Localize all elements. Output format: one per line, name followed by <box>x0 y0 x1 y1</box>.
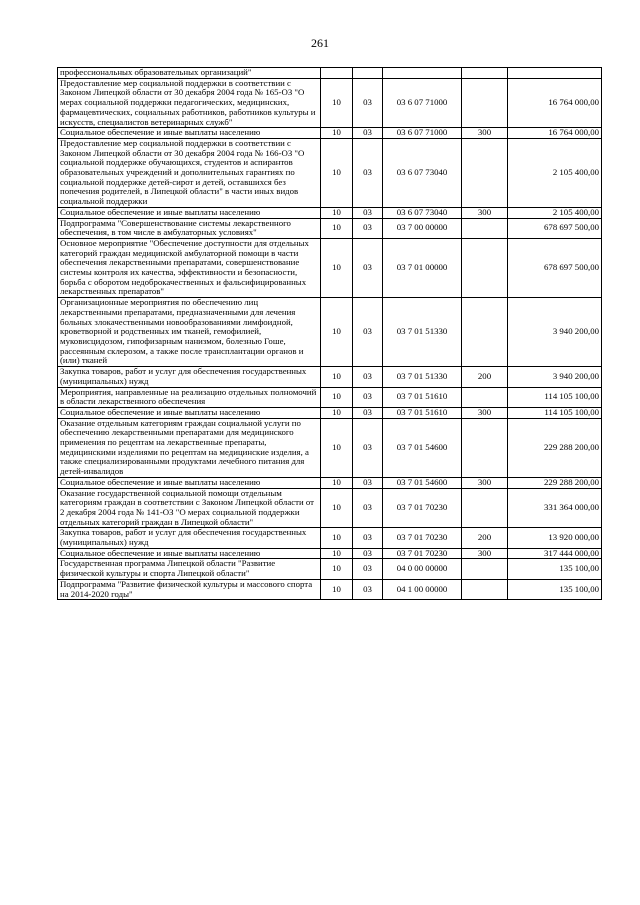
row-code-cell <box>383 68 462 79</box>
row-sum-cell: 114 105 100,00 <box>508 407 602 418</box>
row-name-cell: Оказание государственной социальной помощи отдельным категориям граждан в соответствии с Законом Липецкой области от 2 декабря 2004 года № 141-ОЗ "О мерах социальной поддержки отдельных категорий граждан в Липецкой области" <box>58 488 321 528</box>
row-subsection-cell: 03 <box>353 138 383 207</box>
table-row <box>58 477 602 488</box>
row-code-cell: 03 7 01 54600 <box>383 477 462 488</box>
row-subsection-cell: 03 <box>353 418 383 477</box>
row-sum-cell: 3 940 200,00 <box>508 367 602 387</box>
row-section-cell: 10 <box>321 387 353 407</box>
row-sum-cell: 2 105 400,00 <box>508 207 602 218</box>
table-row <box>58 298 602 367</box>
row-sum-cell: 678 697 500,00 <box>508 218 602 238</box>
row-sum-cell: 317 444 000,00 <box>508 548 602 559</box>
row-sum-cell: 331 364 000,00 <box>508 488 602 528</box>
row-subsection-cell: 03 <box>353 488 383 528</box>
row-section-cell: 10 <box>321 559 353 579</box>
row-section-cell: 10 <box>321 407 353 418</box>
row-type-cell: 200 <box>462 367 508 387</box>
row-section-cell: 10 <box>321 128 353 139</box>
row-subsection-cell: 03 <box>353 548 383 559</box>
row-code-cell: 03 6 07 73040 <box>383 207 462 218</box>
row-type-cell: 300 <box>462 477 508 488</box>
row-section-cell: 10 <box>321 488 353 528</box>
row-section-cell <box>321 68 353 79</box>
row-code-cell: 03 7 01 51330 <box>383 367 462 387</box>
row-subsection-cell: 03 <box>353 579 383 599</box>
row-type-cell: 300 <box>462 407 508 418</box>
row-name-cell: Государственная программа Липецкой области "Развитие физической культуры и спорта Липецкой области" <box>58 559 321 579</box>
row-code-cell: 03 7 01 70230 <box>383 488 462 528</box>
row-section-cell: 10 <box>321 218 353 238</box>
row-name-cell: Подпрограмма "Совершенствование системы лекарственного обеспечения, в том числе в амбулаторных условиях" <box>58 218 321 238</box>
row-sum-cell: 135 100,00 <box>508 559 602 579</box>
row-section-cell: 10 <box>321 138 353 207</box>
row-subsection-cell: 03 <box>353 477 383 488</box>
table-row <box>58 218 602 238</box>
row-name-cell: Социальное обеспечение и иные выплаты населению <box>58 477 321 488</box>
table-row <box>58 367 602 387</box>
row-subsection-cell: 03 <box>353 128 383 139</box>
table-row <box>58 548 602 559</box>
row-sum-cell: 16 764 000,00 <box>508 128 602 139</box>
row-type-cell <box>462 238 508 297</box>
table-row <box>58 68 602 79</box>
row-type-cell: 300 <box>462 207 508 218</box>
row-section-cell: 10 <box>321 477 353 488</box>
table-row <box>58 387 602 407</box>
table-row <box>58 207 602 218</box>
row-section-cell: 10 <box>321 207 353 218</box>
row-subsection-cell: 03 <box>353 298 383 367</box>
row-type-cell: 300 <box>462 128 508 139</box>
table-row <box>58 78 602 128</box>
table-row <box>58 418 602 477</box>
row-sum-cell: 135 100,00 <box>508 579 602 599</box>
page-number: 261 <box>311 36 329 50</box>
row-sum-cell: 229 288 200,00 <box>508 418 602 477</box>
row-name-cell: Мероприятия, направленные на реализацию отдельных полномочий в области лекарственного обеспечения <box>58 387 321 407</box>
row-sum-cell: 13 920 000,00 <box>508 528 602 548</box>
row-name-cell: Закупка товаров, работ и услуг для обеспечения государственных (муниципальных) нужд <box>58 367 321 387</box>
row-type-cell: 300 <box>462 548 508 559</box>
row-subsection-cell: 03 <box>353 559 383 579</box>
row-type-cell <box>462 298 508 367</box>
row-sum-cell: 229 288 200,00 <box>508 477 602 488</box>
row-sum-cell <box>508 68 602 79</box>
row-section-cell: 10 <box>321 418 353 477</box>
row-name-cell: Закупка товаров, работ и услуг для обеспечения государственных (муниципальных) нужд <box>58 528 321 548</box>
row-name-cell: Социальное обеспечение и иные выплаты населению <box>58 548 321 559</box>
row-section-cell: 10 <box>321 548 353 559</box>
row-type-cell <box>462 218 508 238</box>
row-code-cell: 03 7 01 51330 <box>383 298 462 367</box>
row-code-cell: 03 7 01 51610 <box>383 387 462 407</box>
table-row <box>58 407 602 418</box>
row-type-cell <box>462 559 508 579</box>
row-code-cell: 03 6 07 73040 <box>383 138 462 207</box>
row-name-cell: Предоставление мер социальной поддержки в соответствии с Законом Липецкой области от 30 декабря 2004 года № 165-ОЗ "О мерах социальной поддержки педагогических, медицинских, фармацевтических, социальных работников, работников культуры и искусств, специалистов ветеринарных служб" <box>58 78 321 128</box>
row-section-cell: 10 <box>321 528 353 548</box>
row-section-cell: 10 <box>321 579 353 599</box>
row-name-cell: Оказание отдельным категориям граждан социальной услуги по обеспечению лекарственными препаратами для медицинского применения по рецептам на лекарственные препараты, медицинскими изделиями по рецептам на медицинские изделия, а также специализированными продуктами лечебного питания для детей-инвалидов <box>58 418 321 477</box>
table-row <box>58 559 602 579</box>
row-type-cell <box>462 488 508 528</box>
row-type-cell: 200 <box>462 528 508 548</box>
row-subsection-cell: 03 <box>353 238 383 297</box>
row-code-cell: 03 6 07 71000 <box>383 128 462 139</box>
row-subsection-cell: 03 <box>353 78 383 128</box>
row-type-cell <box>462 68 508 79</box>
table-row <box>58 528 602 548</box>
table-row <box>58 128 602 139</box>
row-code-cell: 03 7 01 00000 <box>383 238 462 297</box>
row-name-cell: Подпрограмма "Развитие физической культуры и массового спорта на 2014-2020 годы" <box>58 579 321 599</box>
row-code-cell: 03 7 01 70230 <box>383 528 462 548</box>
budget-table-body <box>58 68 602 600</box>
row-section-cell: 10 <box>321 298 353 367</box>
row-name-cell: Организационные мероприятия по обеспечению лиц лекарственными препаратами, предназначенными для лечения больных злокачественными новообразованиями лимфоидной, кроветворной и родственных им тканей, гемофилией, муковисцидозом, гипофизарным нанизмом, болезнью Гоше, рассеянным склерозом, а также после трансплантации органов и (или) тканей <box>58 298 321 367</box>
row-name-cell: Социальное обеспечение и иные выплаты населению <box>58 407 321 418</box>
row-name-cell: Социальное обеспечение и иные выплаты населению <box>58 128 321 139</box>
row-code-cell: 03 7 01 70230 <box>383 548 462 559</box>
table-row <box>58 488 602 528</box>
row-section-cell: 10 <box>321 238 353 297</box>
row-name-cell: Социальное обеспечение и иные выплаты населению <box>58 207 321 218</box>
row-code-cell: 03 6 07 71000 <box>383 78 462 128</box>
row-code-cell: 04 0 00 00000 <box>383 559 462 579</box>
row-type-cell <box>462 579 508 599</box>
table-row <box>58 238 602 297</box>
row-sum-cell: 678 697 500,00 <box>508 238 602 297</box>
row-code-cell: 03 7 01 54600 <box>383 418 462 477</box>
row-type-cell <box>462 418 508 477</box>
row-type-cell <box>462 138 508 207</box>
row-name-cell: Основное мероприятие "Обеспечение доступности для отдельных категорий граждан медицинской амбулаторной помощи в части обеспечения лекарственными препаратами, совершенствование системы контроля их качества, эффективности и безопасности, борьба с оборотом недоброкачественных и фальсифицированных лекарственных препаратов" <box>58 238 321 297</box>
row-section-cell: 10 <box>321 367 353 387</box>
row-subsection-cell: 03 <box>353 387 383 407</box>
row-sum-cell: 16 764 000,00 <box>508 78 602 128</box>
row-subsection-cell: 03 <box>353 407 383 418</box>
row-sum-cell: 114 105 100,00 <box>508 387 602 407</box>
row-subsection-cell <box>353 68 383 79</box>
row-name-cell: Предоставление мер социальной поддержки в соответствии с Законом Липецкой области от 30 декабря 2004 года № 166-ОЗ "О социальной поддержке обучающихся, студентов и аспирантов образовательных учреждений и дополнительных гарантиях по социальной поддержке детей-сирот и детей, оставшихся без попечения родителей, в Липецкой области" в части иных видов социальной поддержки <box>58 138 321 207</box>
row-name-cell: профессиональных образовательных организаций" <box>58 68 321 79</box>
table-row <box>58 138 602 207</box>
row-sum-cell: 2 105 400,00 <box>508 138 602 207</box>
row-type-cell <box>462 78 508 128</box>
table-row <box>58 579 602 599</box>
row-subsection-cell: 03 <box>353 367 383 387</box>
row-code-cell: 03 7 00 00000 <box>383 218 462 238</box>
row-subsection-cell: 03 <box>353 218 383 238</box>
row-code-cell: 03 7 01 51610 <box>383 407 462 418</box>
row-code-cell: 04 1 00 00000 <box>383 579 462 599</box>
row-subsection-cell: 03 <box>353 207 383 218</box>
budget-table <box>57 67 602 600</box>
row-subsection-cell: 03 <box>353 528 383 548</box>
row-sum-cell: 3 940 200,00 <box>508 298 602 367</box>
row-section-cell: 10 <box>321 78 353 128</box>
row-type-cell <box>462 387 508 407</box>
